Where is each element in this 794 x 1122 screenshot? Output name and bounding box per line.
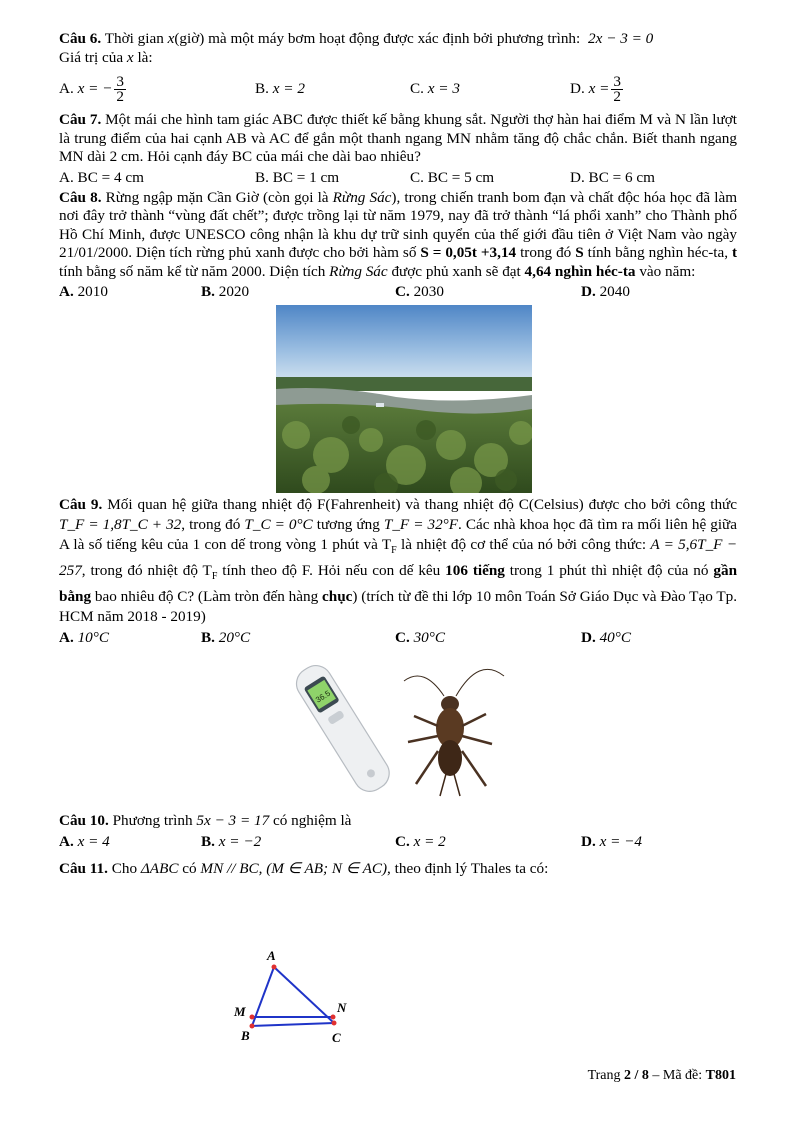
q6-options (59, 69, 737, 109)
q7-option-d[interactable]: D. BC = 6 cm (570, 168, 655, 186)
q9-text: Câu 9. Mối quan hệ giữa thang nhiệt độ F(Fahrenheit) và thang nhiệt độ C(Celsius) được cho bởi công thức T_F = 1,8T_C + 32, trong đó T_C = 0°C tương ứng T_F = 32°F. Các nhà khoa học đã tìm ra mối liên hệ giữa A là số tiếng kêu của 1 con dế trong vòng 1 phút và $T_F$ là nhiệt độ cơ thể của nó bởi công thức: A = 5,6T_F − 257, trong đó nhiệt độ $T_F$ tính theo độ F. Hỏi nếu con dế kêu 106 tiếng trong 1 phút thì nhiệt độ của nó gần bằng bao nhiêu độ C? (Làm tròn đến hàng chục) (trích từ đề thi lớp 10 môn Toán Sở Giáo Dục và Đào Tạo Tp. HCM năm 2018 - 2019) (59, 496, 738, 626)
q6-option-d[interactable]: D. x = $\frac{3}{2}$ (570, 73, 621, 106)
q7-text: Câu 7. Một mái che hình tam giác ABC được thiết kế bằng khung sắt. Người thợ hàn hai điểm M và N lần lượt là trung điểm của hai cạnh AB và AC để gắn một thanh ngang MN nhằm tăng độ chắc chắn. Biết thanh ngang MN dài 2 cm. Hỏi cạnh đáy BC của mái che dài bao nhiêu? (59, 111, 738, 165)
q8-option-c[interactable]: C. 2030 (395, 283, 444, 300)
q6-option-b[interactable]: B. x = 2 (255, 80, 305, 97)
thermometer-image (287, 664, 397, 794)
q9-illustrations (59, 656, 737, 806)
q6-option-c[interactable]: C. x = 3 (410, 80, 460, 97)
q10-option-c[interactable]: C. x = 2 (395, 832, 446, 850)
q8-option-a[interactable]: A. 2010 (59, 283, 108, 300)
q10-option-d[interactable]: D. x = −4 (581, 832, 642, 850)
q10-option-b[interactable]: B. x = −2 (201, 832, 262, 850)
q10-options (59, 832, 737, 852)
point-b: B (241, 1028, 250, 1043)
q6-text: Câu 6. Thời gian x(giờ) mà một máy bơm hoạt động được xác định bởi phương trình: 2x − 3 = 0 (59, 30, 654, 47)
triangle-diagram (219, 940, 389, 1060)
q7-options (59, 168, 737, 188)
q6-line2: Giá trị của x là: (59, 48, 153, 66)
q9-option-c[interactable]: C. 30°C (395, 629, 445, 647)
q9-options (59, 628, 737, 648)
mangrove-photo (276, 305, 532, 493)
cricket-image (394, 656, 514, 801)
exam-page (59, 30, 738, 1045)
q11-text: Câu 11. Cho ΔABC có MN // BC, (M ∈ AB; N ∈ AC), theo định lý Thales ta có: (59, 859, 549, 877)
point-c: C (332, 1030, 341, 1045)
q6-option-a[interactable]: A. x = − $\frac{3}{2}$ (59, 73, 124, 106)
q9-option-b[interactable]: B. 20°C (201, 629, 251, 647)
q7-option-c[interactable]: C. BC = 5 cm (410, 168, 495, 186)
thermometer-reading: 36.5 (313, 688, 332, 705)
q9-option-a[interactable]: A. 10°C (59, 629, 109, 647)
q9-option-d[interactable]: D. 40°C (581, 629, 631, 647)
mangrove-photo-wrap (59, 305, 737, 495)
page-footer: Trang 2 / 8 – Mã đề: T801 (587, 1068, 736, 1083)
point-m: M (234, 1004, 246, 1019)
q10-option-a[interactable]: A. x = 4 (59, 832, 110, 850)
q7-option-b[interactable]: B. BC = 1 cm (255, 168, 340, 186)
q8-text: Câu 8. Rừng ngập mặn Cần Giờ (còn gọi là Rừng Sác), trong chiến tranh bom đạn và chất độc hóa học đã làm nơi đây trở thành “vùng đất chết”; được trồng lại từ năm 1979, nay đã trở thành “lá phổi xanh” cho Thành phố Hồ Chí Minh, được UNESCO công nhận là khu dự trữ sinh quyển của thế giới đầu tiên ở Việt Nam vào ngày 21/01/2000. Diện tích rừng phủ xanh được cho bởi hàm số S = 0,05t +3,14 trong đó S tính bằng nghìn héc-ta, t tính bằng số năm kể từ năm 2000. Diện tích Rừng Sác được phủ xanh sẽ đạt 4,64 nghìn héc-ta vào năm: (59, 188, 738, 280)
q8-options (59, 282, 737, 302)
q10-text: Câu 10. Phương trình 5x − 3 = 17 có nghiệm là (59, 812, 352, 830)
q7-option-a[interactable]: A. BC = 4 cm (59, 168, 144, 186)
q8-option-d[interactable]: D. 2040 (581, 283, 630, 300)
point-a: A (267, 948, 276, 963)
q8-option-b[interactable]: B. 2020 (201, 283, 250, 300)
point-n: N (337, 1000, 347, 1015)
